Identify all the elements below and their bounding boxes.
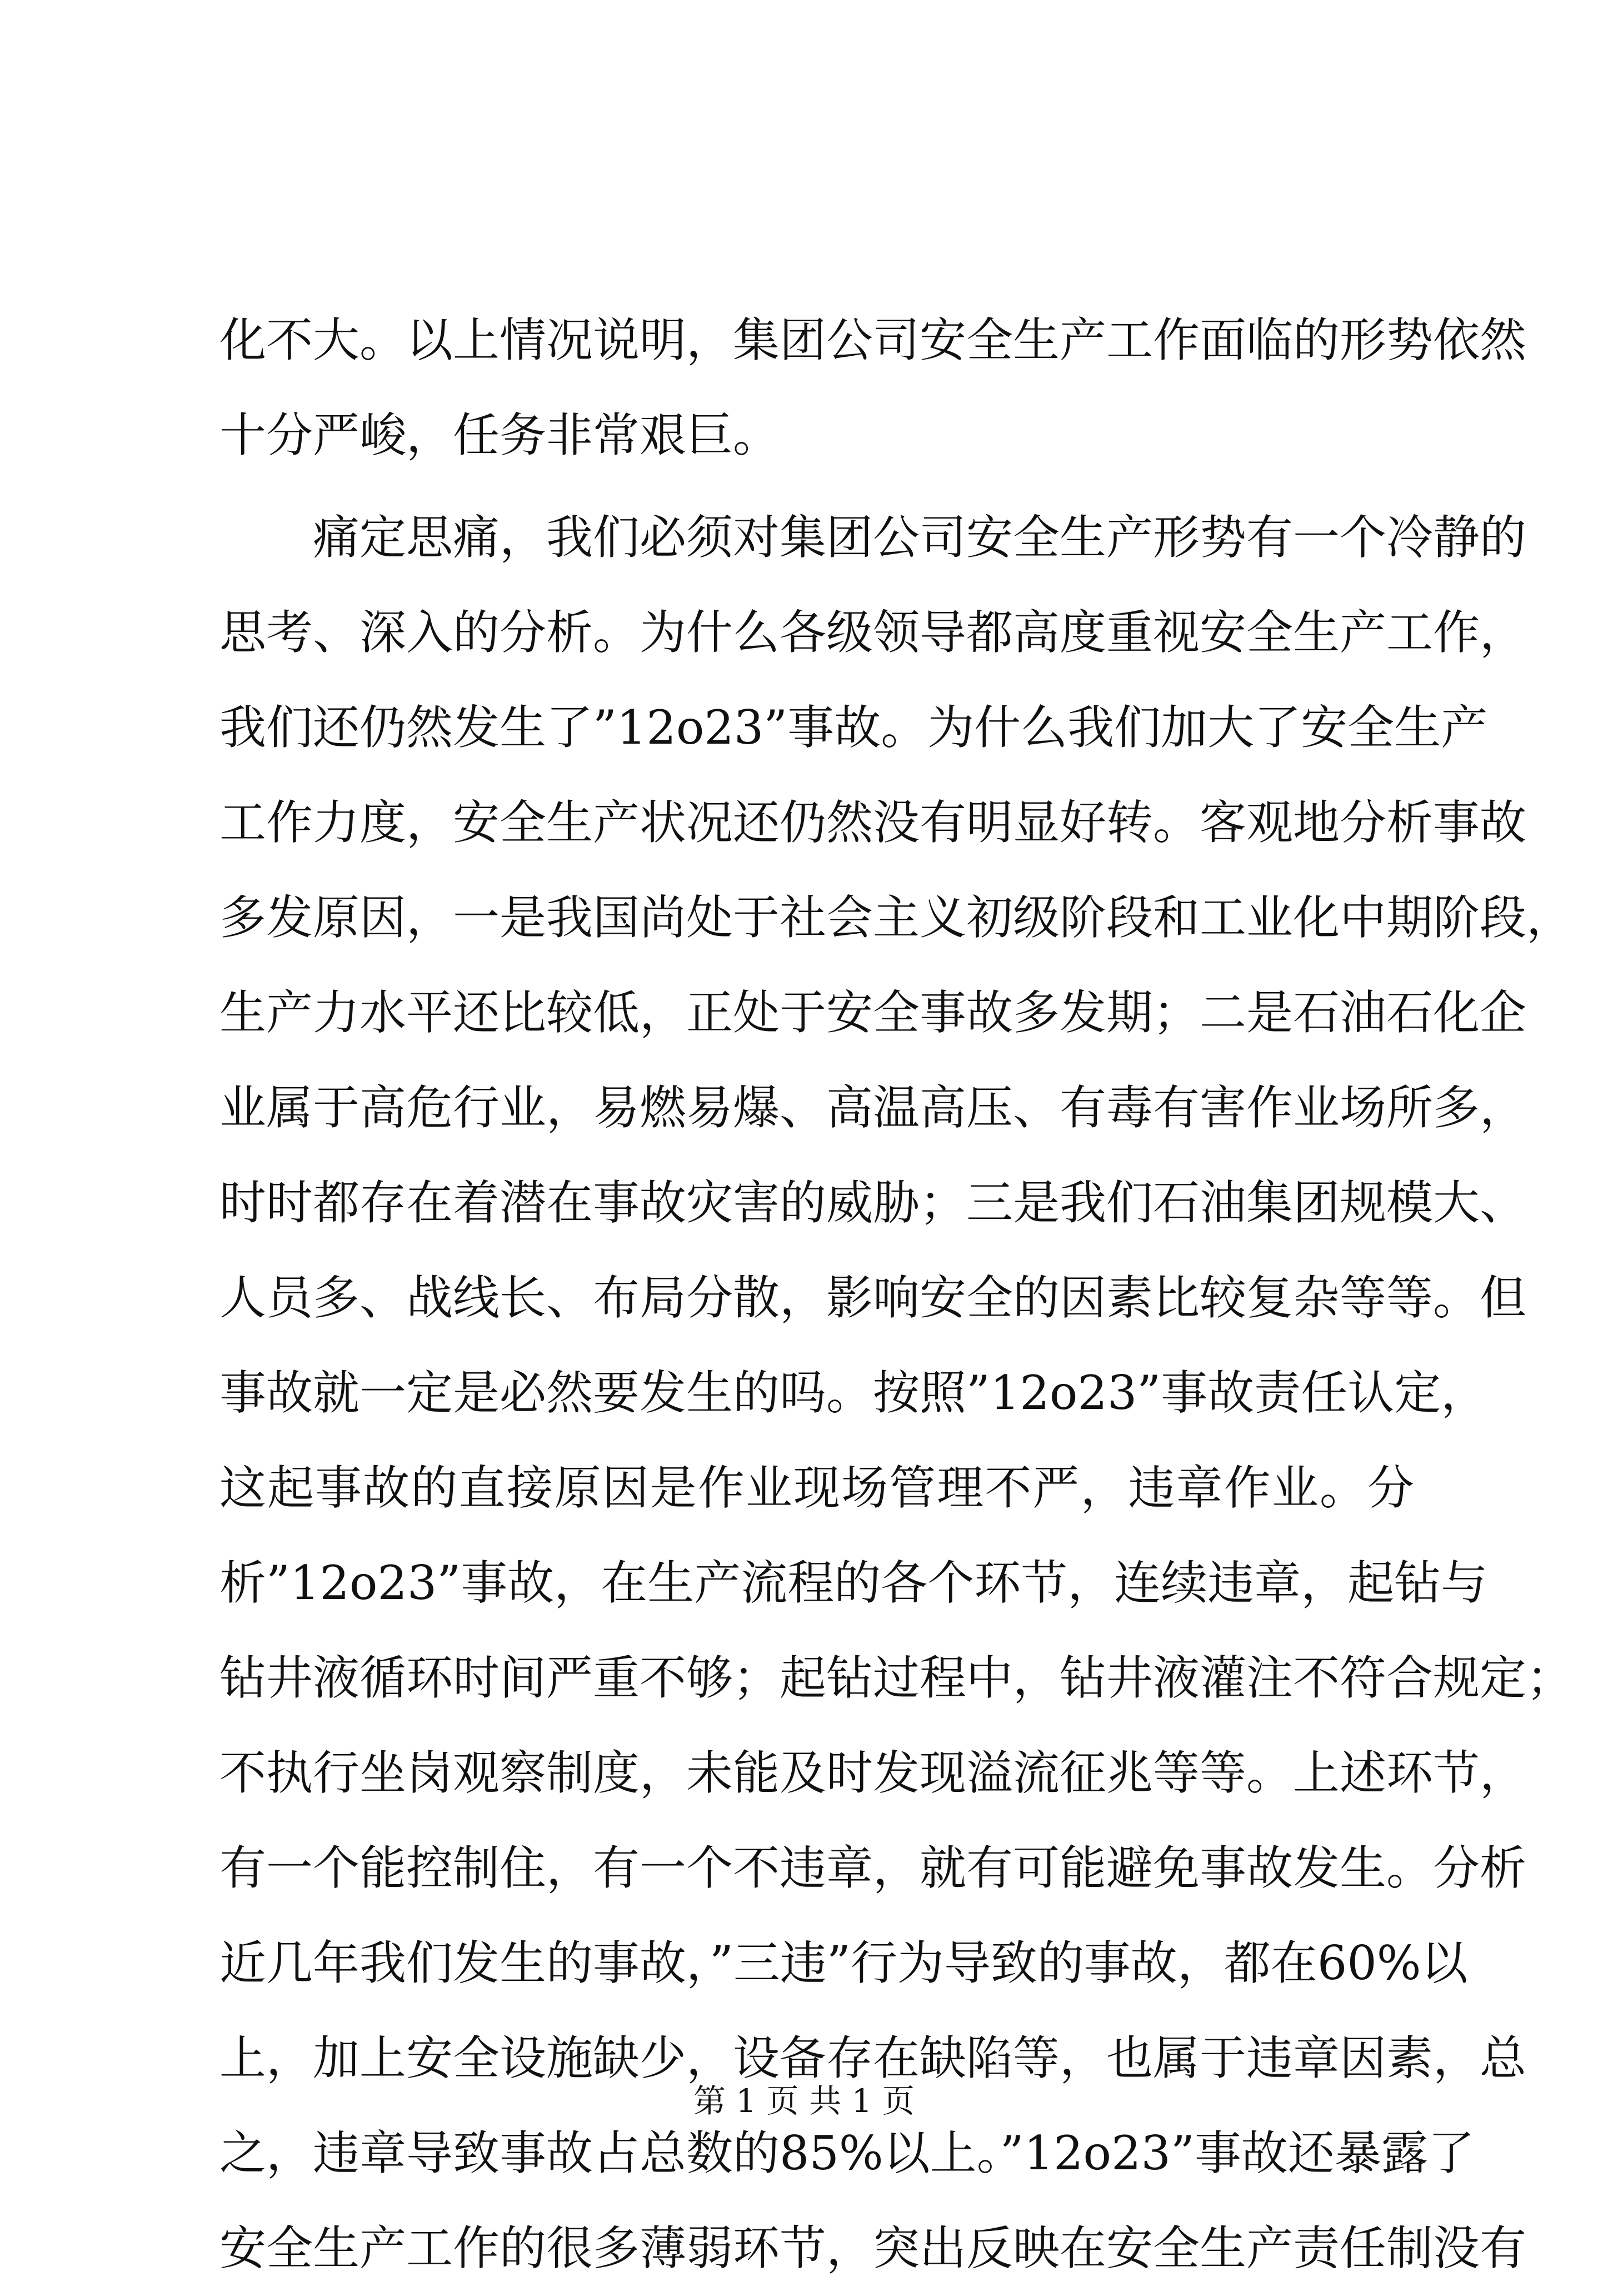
text-line: 事故就一定是必然要发生的吗。按照”12o23”事故责任认定， [219,1366,1488,1420]
text-line: 之，违章导致事故占总数的85%以上。”12o23”事故还暴露了 [219,2126,1475,2180]
text-line: 析”12o23”事故，在生产流程的各个环节，连续违章，起钻与 [219,1556,1488,1610]
paragraph-2 [219,490,1574,2296]
document-body [219,293,1574,2296]
text-line: 多发原因，一是我国尚处于社会主义初级阶段和工业化中期阶段， [219,890,1574,945]
paragraph-1 [219,293,1527,483]
text-line: 痛定思痛，我们必须对集团公司安全生产形势有一个冷静的 [313,510,1527,565]
text-line: 生产力水平还比较低，正处于安全事故多发期；二是石油石化企 [219,985,1527,1040]
text-line: 我们还仍然发生了”12o23”事故。为什么我们加大了安全生产 [219,700,1488,755]
text-line: 上，加上安全设施缺少，设备存在缺陷等，也属于违章因素，总 [219,2031,1527,2085]
text-line: 不执行坐岗观察制度，未能及时发现溢流征兆等等。上述环节， [219,1746,1527,1800]
text-line: 有一个能控制住，有一个不违章，就有可能避免事故发生。分析 [219,1841,1527,1895]
text-line: 化不大。以上情况说明，集团公司安全生产工作面临的形势依然 [219,313,1527,367]
text-line: 近几年我们发生的事故，”三违”行为导致的事故，都在60%以 [219,1936,1468,1990]
text-line: 安全生产工作的很多薄弱环节，突出反映在安全生产责任制没有 [219,2221,1527,2275]
text-line: 工作力度，安全生产状况还仍然没有明显好转。客观地分析事故 [219,795,1527,850]
text-line: 业属于高危行业，易燃易爆、高温高压、有毒有害作业场所多， [219,1080,1527,1135]
text-line: 钻井液循环时间严重不够；起钻过程中，钻井液灌注不符合规定； [219,1651,1574,1705]
text-line: 这起事故的直接原因是作业现场管理不严，违章作业。分 [219,1461,1414,1515]
text-line: 时时都存在着潜在事故灾害的威胁；三是我们石油集团规模大、 [219,1176,1527,1230]
text-line: 思考、深入的分析。为什么各级领导都高度重视安全生产工作， [219,605,1527,660]
page-number-footer: 第 1 页 共 1 页 [693,2082,915,2120]
text-line: 十分严峻，任务非常艰巨。 [219,408,780,462]
text-line: 人员多、战线长、布局分散，影响安全的因素比较复杂等等。但 [219,1271,1527,1325]
